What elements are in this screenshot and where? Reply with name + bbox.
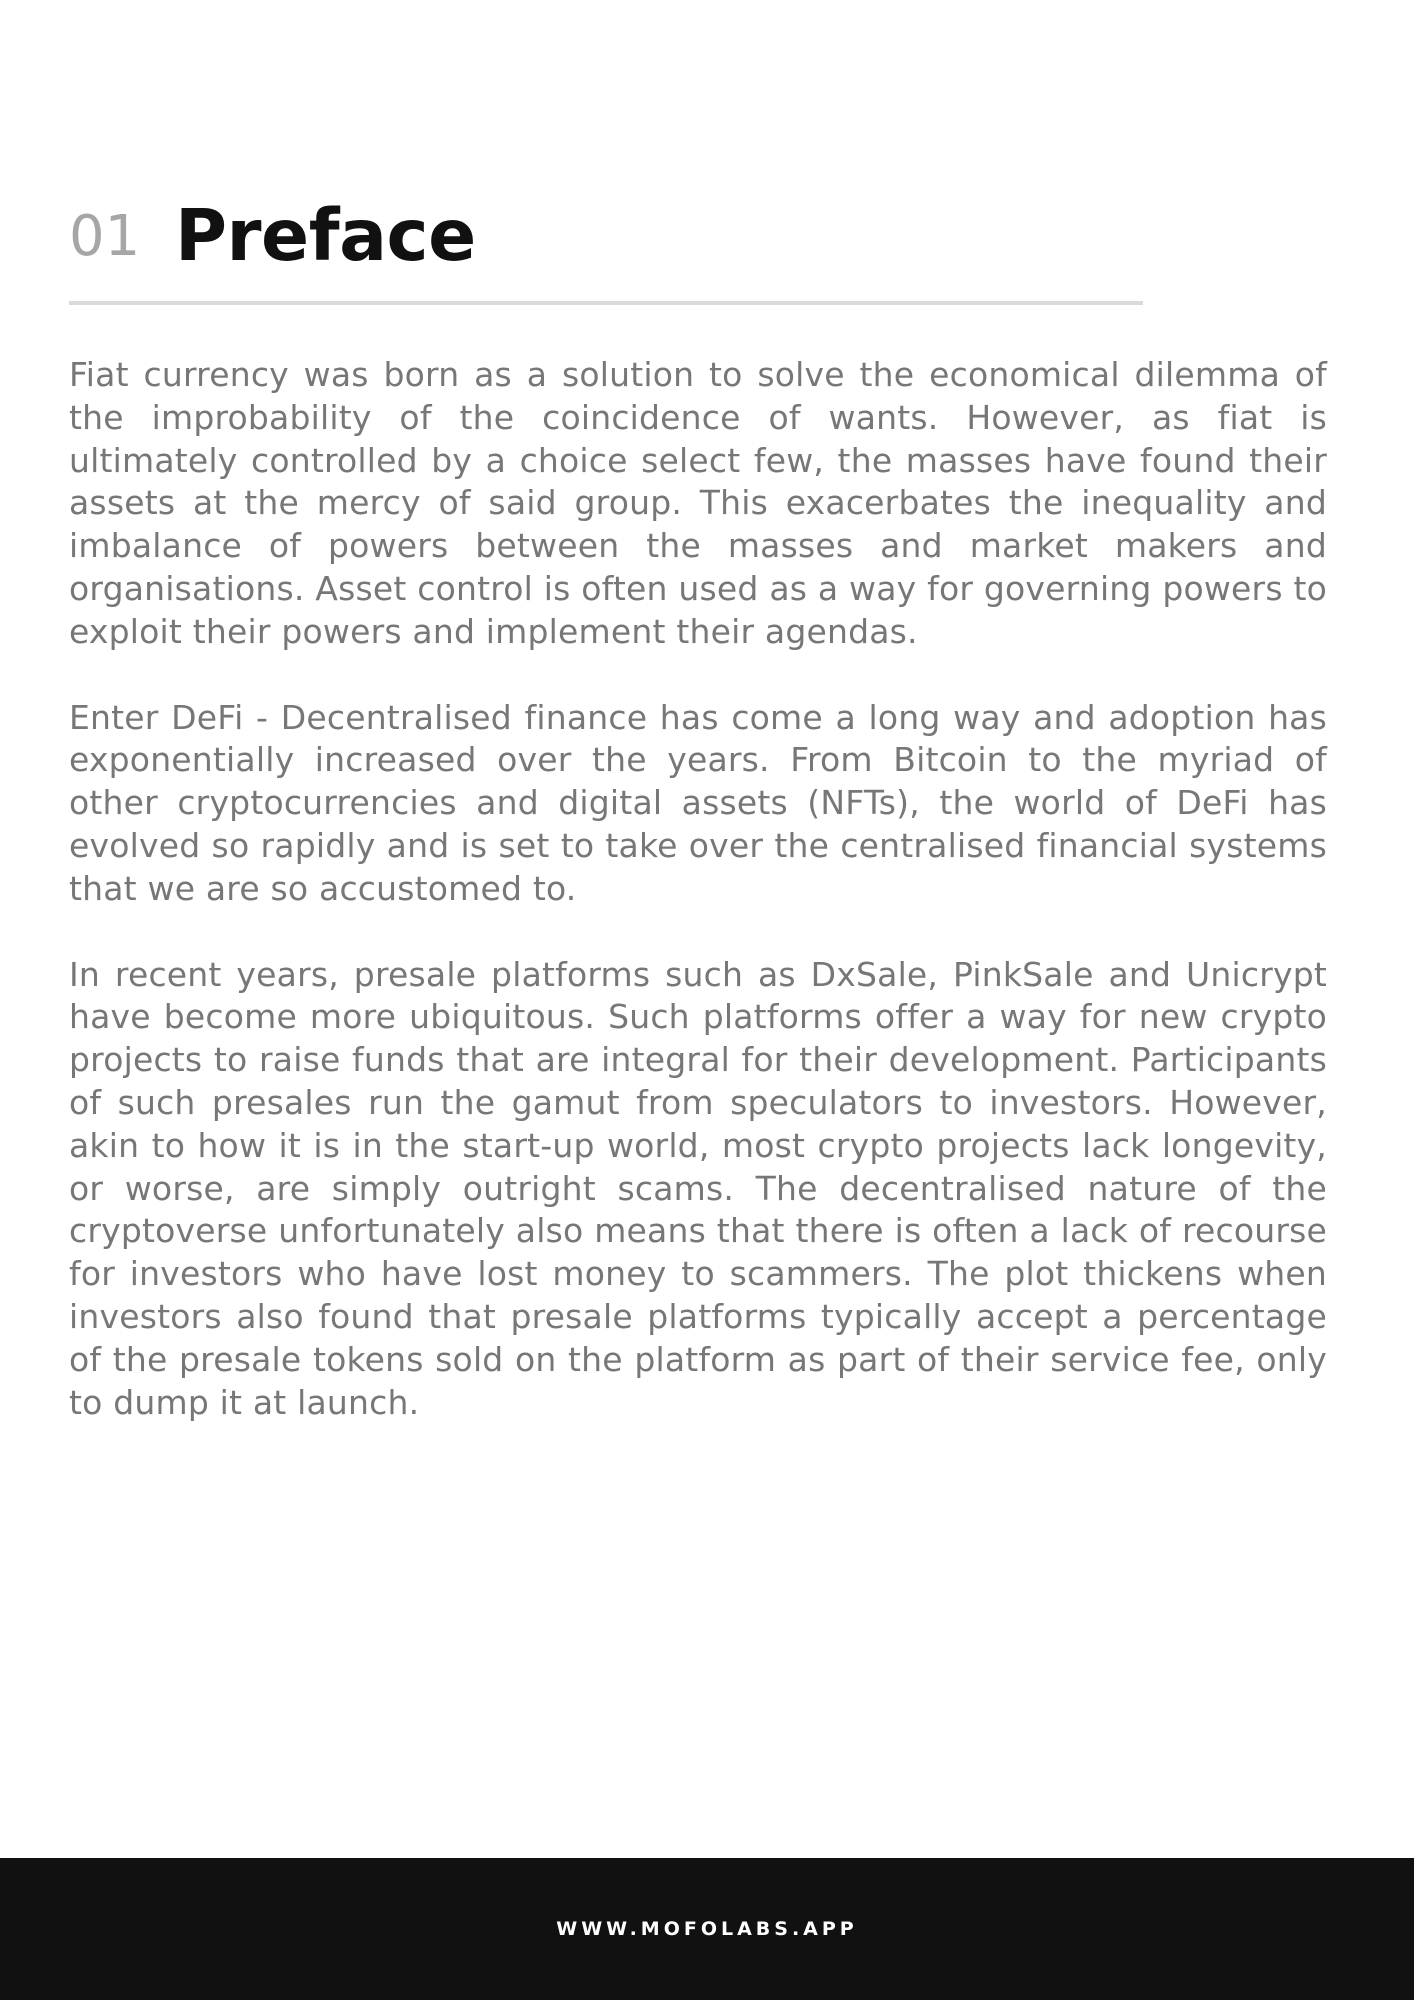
footer-website-link[interactable]: WWW.MOFOLABS.APP [556, 1918, 858, 1940]
footer [0, 1858, 1414, 2000]
body-text [69, 354, 1327, 1467]
section-header [69, 195, 1143, 305]
section-number: 01 [69, 204, 141, 269]
paragraph-enter-defi: Enter DeFi - Decentralised finance has come a long way and adoption has exponentially increased over the years. From Bitcoin to the myriad of other cryptocurrencies and digital assets (NFTs), the world of DeFi has evolved so rapidly and is set to take over the centralised financial systems that we are so accustomed to. [69, 697, 1327, 908]
section-divider [69, 301, 1143, 305]
paragraph-presale-platforms: In recent years, presale platforms such as DxSale, PinkSale and Unicrypt have become more ubiquitous. Such platforms offer a way for new crypto projects to raise funds that are integral for their development. Participants of such presales run the gamut from speculators to investors. However, akin to how it is in the start-up world, most crypto projects lack longevity, or worse, are simply outright scams. The decentralised nature of the cryptoverse unfortunately also means that there is often a lack of recourse for investors who have lost money to scammers. The plot thickens when investors also found that presale platforms typically accept a percentage of the presale tokens sold on the platform as part of their service fee, only to dump it at launch. [69, 954, 1327, 1422]
paragraph-fiat-currency: Fiat currency was born as a solution to solve the economical dilemma of the improbability of the coincidence of wants. However, as fiat is ultimately controlled by a choice select few, the masses have found their assets at the mercy of said group. This exacerbates the inequality and imbalance of powers between the masses and market makers and organisations. Asset control is often used as a way for governing powers to exploit their powers and implement their agendas. [69, 355, 1327, 651]
section-title: Preface [175, 194, 476, 277]
